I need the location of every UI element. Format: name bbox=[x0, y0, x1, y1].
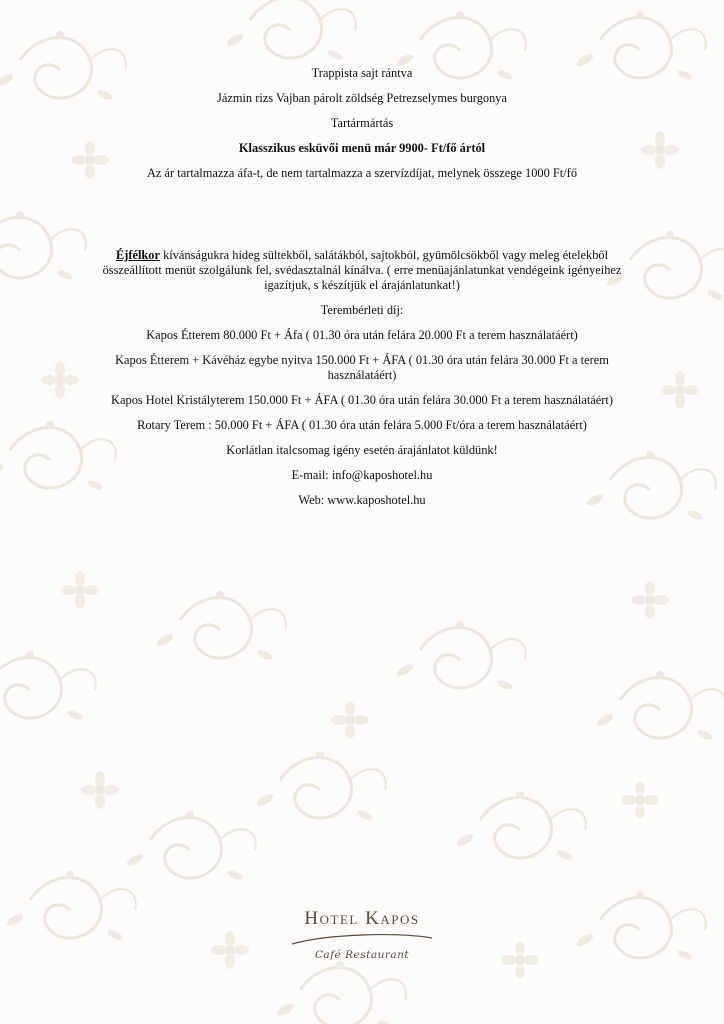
logo-subtitle: Café Restaurant bbox=[314, 949, 410, 961]
rental-item-line: használatáért) bbox=[327, 368, 397, 382]
midnight-text-2: összeállított menüt szolgálunk fel, svédasztalnál kínálva. ( erre menüajánlatunkat vendégeink igényeihez bbox=[102, 263, 622, 277]
drinks-note: Korlátlan italcsomag igény esetén árajánlatot küldünk! bbox=[226, 443, 498, 457]
midnight-text-3: igazítjuk, s készítjük el árajánlatunkat!) bbox=[264, 278, 460, 292]
rental-item: Kapos Hotel Kristályterem 150.000 Ft + ÁFA ( 01.30 óra után felára 30.000 Ft a terem használatáért) bbox=[111, 393, 613, 407]
rental-item: Kapos Étterem 80.000 Ft + Áfa ( 01.30 óra után felára 20.000 Ft a terem használatáért) bbox=[146, 328, 578, 342]
rental-item-line: Kapos Étterem + Kávéház egybe nyitva 150.000 Ft + ÁFA ( 01.30 óra után felára 30.000 Ft a terem bbox=[115, 353, 609, 367]
midnight-label: Éjfélkor bbox=[115, 248, 160, 262]
price-note: Az ár tartalmazza áfa-t, de nem tartalmazza a szervízdíjat, melynek összege 1000 Ft/fő bbox=[146, 166, 578, 180]
document-body bbox=[60, 66, 664, 518]
rental-item bbox=[60, 353, 664, 383]
midnight-text-1: kívánságukra hideg sültekből, salátákból, sajtokból, gyümölcsökből vagy meleg ételekből bbox=[160, 248, 609, 262]
menu-item-cheese: Trappista sajt rántva bbox=[311, 66, 413, 80]
contact-email: E-mail: info@kaposhotel.hu bbox=[291, 468, 433, 482]
menu-item-sides: Jázmin rizs Vajban párolt zöldség Petrezselymes burgonya bbox=[217, 91, 507, 105]
logo-name: Hotel Kapos bbox=[304, 908, 420, 929]
contact-web: Web: www.kaposhotel.hu bbox=[298, 493, 426, 507]
hotel-logo bbox=[0, 908, 724, 961]
menu-item-sauce: Tartármártás bbox=[330, 116, 394, 130]
rental-item: Rotary Terem : 50.000 Ft + ÁFA ( 01.30 óra után felára 5.000 Ft/óra a terem használatáért) bbox=[137, 418, 587, 432]
menu-headline: Klasszikus esküvői menü már 9900- Ft/fő ártól bbox=[238, 141, 486, 155]
midnight-paragraph bbox=[60, 248, 664, 293]
logo-swoosh-icon bbox=[287, 928, 437, 950]
spacer bbox=[60, 191, 664, 248]
rental-title: Terembérleti díj: bbox=[320, 303, 404, 317]
